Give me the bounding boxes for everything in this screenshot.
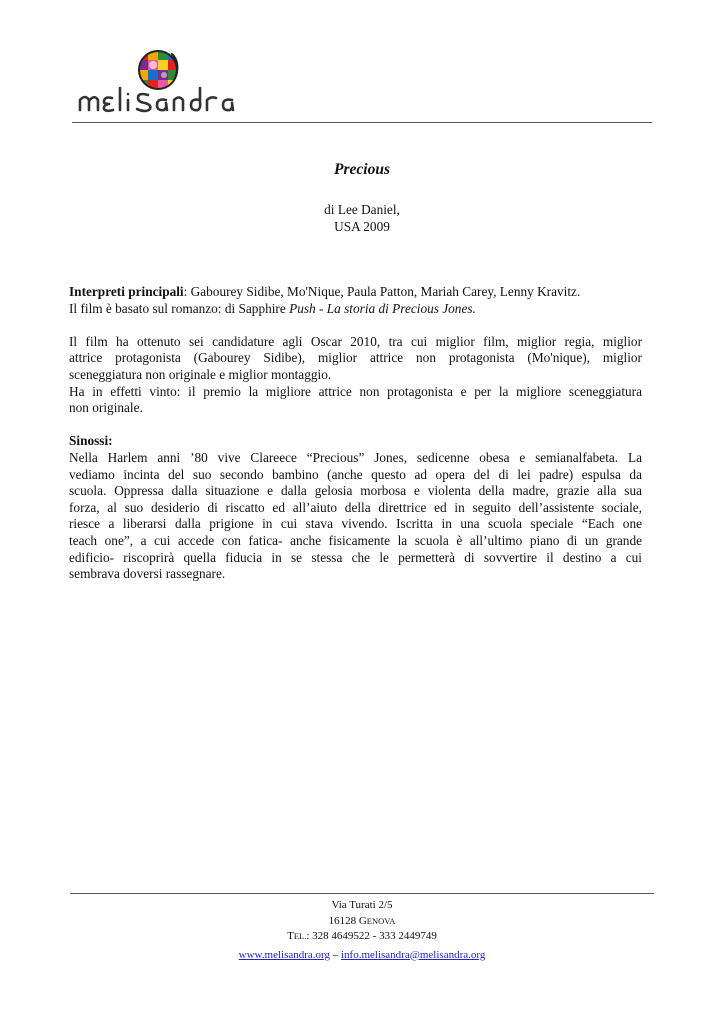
document-title: Precious	[334, 161, 390, 178]
document-body	[69, 284, 642, 599]
oscar-line: Il film ha ottenuto sei candidature agli Oscar 2010, tra cui miglior film, miglior regia, miglior	[69, 333, 642, 349]
oscar-line: attrice protagonista (Gabourey Sidibe), miglior attrice non protagonista (Mo'nique), miglior	[69, 350, 642, 366]
website-link[interactable]: www.melisandra.org	[238, 948, 330, 961]
synopsis-label: Sinossi:	[69, 433, 113, 449]
footer-divider	[70, 893, 654, 894]
film-byline	[0, 202, 724, 235]
footer-phone	[0, 929, 724, 945]
cast-label: Interpreti principali	[69, 284, 184, 299]
synopsis-line: sembrava doversi rassegnare.	[69, 566, 226, 582]
win-line: Ha in effetti vinto: il premio la migliore attrice non protagonista e per la migliore sceneggiatura	[69, 383, 642, 399]
synopsis-line: teach one”, a cui accede con fatica- anche fisicamente la scuola è all’ultimo piano di un grande	[69, 532, 642, 548]
footer	[0, 898, 724, 963]
tel-rest: EL.	[293, 931, 307, 941]
synopsis-line: riesce a liberarsi dalla prigione in cui stava vivendo. Iscritta in una scuola speciale “Each one	[69, 516, 642, 532]
footer-city	[0, 914, 724, 930]
synopsis-line: scuola. Oppressa dalla situazione e dalla gelosia morbosa e violenta della madre, grazie alla sua	[69, 483, 642, 499]
footer-links	[0, 948, 724, 964]
melisandra-logo	[76, 48, 246, 120]
cast-list: : Gabourey Sidibe, Mo'Nique, Paula Patton, Mariah Carey, Lenny Kravitz.	[183, 284, 581, 299]
synopsis-line: vediamo incinta del suo secondo bambino (anche questo ad opera del di lei padre) espulsa da	[69, 466, 642, 482]
logo-graphic	[76, 48, 246, 120]
novel-prefix: Il film è basato sul romanzo: di Sapphire	[69, 300, 290, 316]
tel-numbers: : 328 4649522 - 333 2449749	[306, 930, 437, 942]
tel-cap: T	[287, 930, 294, 942]
synopsis-line: forza, al suo desiderio di riscatto ed all’aiuto della direttrice ed in seguito dell’assistente sociale,	[69, 499, 642, 515]
city-cap: 16128 G	[328, 914, 367, 927]
oscar-paragraph	[69, 334, 642, 417]
synopsis-line: edificio- riscoprirà quella fiducia in se stessa che le permetterà di sovvertire il destino a cui	[69, 549, 642, 565]
synopsis-line: Nella Harlem anni ’80 vive Clareece “Precious” Jones, sedicenne obesa e semianalfabeta. La	[69, 449, 642, 465]
country-year: USA 2009	[334, 218, 390, 234]
novel-title: Push - La storia di Precious Jones.	[289, 300, 476, 316]
oscar-line: sceneggiatura non originale e miglior montaggio.	[69, 366, 332, 382]
link-separator: –	[330, 948, 341, 961]
cast-paragraph	[69, 284, 642, 317]
synopsis-paragraph	[69, 433, 642, 582]
email-link[interactable]: info.melisandra@melisandra.org	[341, 948, 486, 961]
city-rest: ENOVA	[366, 915, 396, 926]
director-line: di Lee Daniel,	[324, 202, 400, 217]
header-divider	[72, 122, 652, 123]
footer-address: Via Turati 2/5	[331, 899, 393, 911]
win-line: non originale.	[69, 400, 143, 416]
